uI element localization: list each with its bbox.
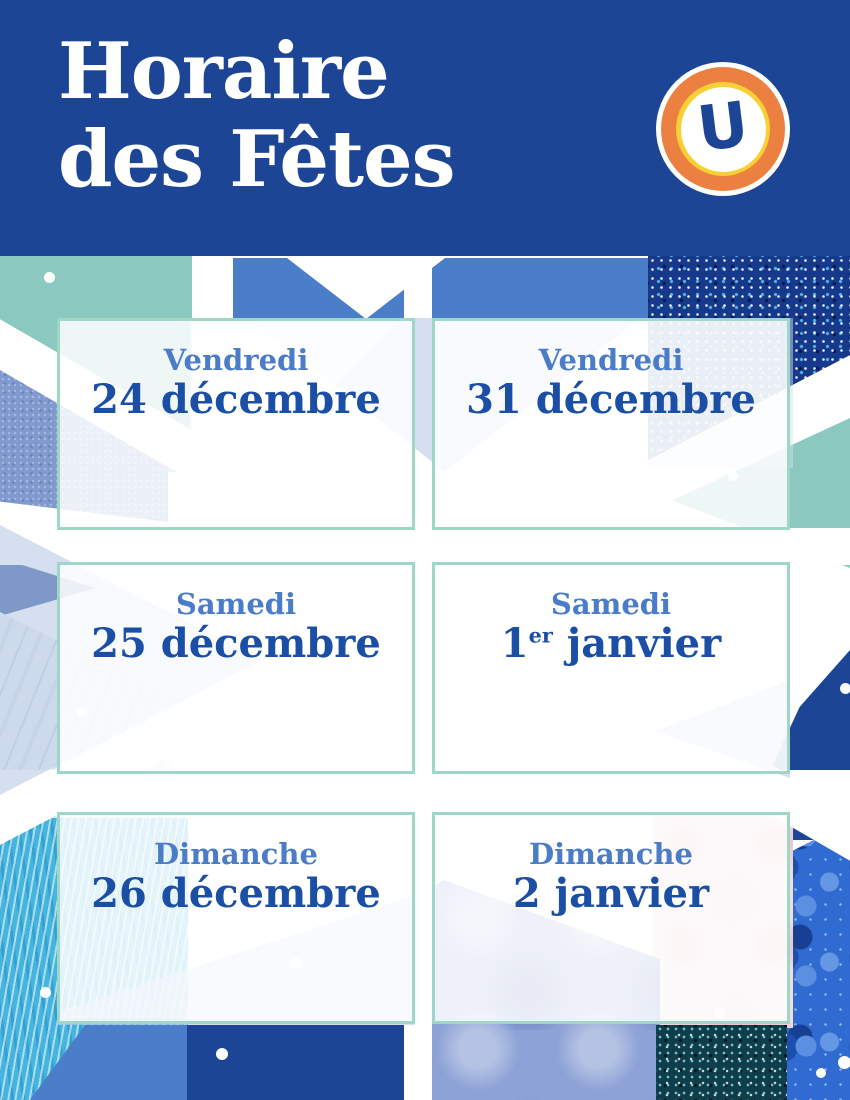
brand-logo	[656, 62, 790, 196]
snow-dot	[22, 372, 32, 382]
card-date-label	[435, 871, 787, 917]
card-date-label	[435, 377, 787, 423]
snow-dot	[840, 683, 850, 694]
logo-orange-ring	[661, 67, 785, 191]
date-main: 2 janvier	[512, 869, 710, 917]
card-date-label	[435, 621, 787, 667]
page-title	[58, 28, 455, 204]
date-main: 25 décembre	[91, 619, 381, 667]
schedule-card-vendredi-24-decembre	[57, 318, 415, 530]
date-superscript: er	[528, 622, 553, 648]
bg-panel-navy-bottom	[187, 1025, 415, 1100]
header-banner	[0, 0, 850, 256]
card-day-label: Samedi	[175, 587, 297, 621]
date-main: 26 décembre	[91, 869, 381, 917]
bg-stripe-horizontal-2	[0, 770, 850, 815]
card-day-label: Dimanche	[529, 837, 693, 871]
snow-dot	[44, 272, 55, 283]
title-line-2: des Fêtes	[58, 114, 455, 206]
card-date-label	[60, 621, 412, 667]
date-rest: janvier	[552, 619, 722, 667]
title-line-1: Horaire	[58, 26, 389, 117]
card-day-label: Vendredi	[163, 343, 309, 377]
snow-dot	[838, 1056, 850, 1069]
schedule-card-samedi-25-decembre	[57, 562, 415, 774]
logo-core	[681, 87, 766, 172]
bg-panel-blue-band	[233, 258, 662, 319]
bg-stripe-horizontal-1	[0, 528, 850, 565]
logo-yellow-ring	[676, 82, 770, 176]
snow-dot	[816, 1068, 826, 1078]
snow-dot	[40, 987, 51, 998]
card-day-label: Samedi	[550, 587, 672, 621]
card-date-label	[60, 377, 412, 423]
card-day-label: Vendredi	[538, 343, 684, 377]
schedule-card-samedi-1er-janvier	[432, 562, 790, 774]
logo-u-letter: U	[693, 86, 753, 166]
date-main: 31 décembre	[466, 375, 756, 423]
card-date-label	[60, 871, 412, 917]
bg-texture-teal-glitter-bottom	[656, 1025, 787, 1100]
schedule-card-vendredi-31-decembre	[432, 318, 790, 530]
date-main: 1	[500, 619, 529, 667]
schedule-card-dimanche-2-janvier	[432, 812, 790, 1024]
snow-dot	[216, 1048, 228, 1060]
schedule-card-dimanche-26-decembre	[57, 812, 415, 1024]
date-main: 24 décembre	[91, 375, 381, 423]
card-day-label: Dimanche	[154, 837, 318, 871]
snow-dot	[835, 393, 846, 404]
